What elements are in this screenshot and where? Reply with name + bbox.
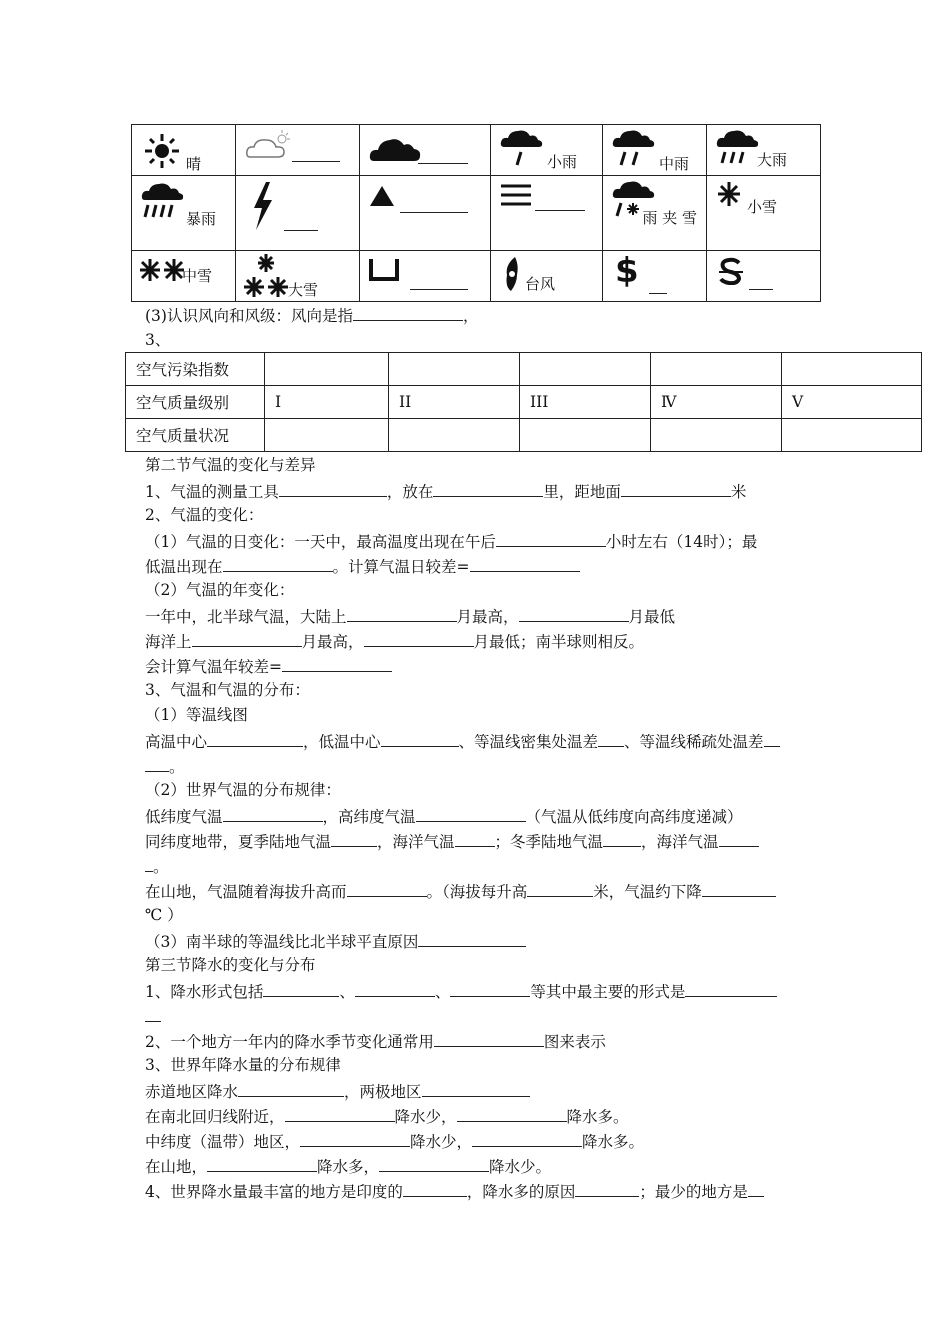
table-row bbox=[126, 419, 922, 452]
rainstorm-icon bbox=[140, 180, 188, 224]
question-text: 2、一个地方一年内的降水季节变化通常用 bbox=[145, 1033, 434, 1051]
question-text: 在山地，气温随着海拔升高而 bbox=[145, 883, 347, 901]
question-text: 高温中心 bbox=[145, 733, 208, 751]
weather-label: 暴雨 bbox=[186, 210, 217, 228]
question-text: ，放在 bbox=[386, 483, 434, 501]
question-text: 海洋上 bbox=[145, 633, 192, 651]
hail-icon bbox=[368, 182, 398, 208]
answer-blank[interactable] bbox=[353, 304, 463, 321]
answer-blank[interactable] bbox=[575, 1180, 639, 1197]
answer-blank[interactable] bbox=[347, 880, 427, 897]
answer-blank[interactable] bbox=[192, 630, 302, 647]
weather-cell bbox=[491, 125, 603, 176]
question-text: 降水多。 bbox=[566, 1108, 629, 1126]
wind-direction-line: (3)认识风向和风级：风向是指 ， bbox=[145, 304, 478, 326]
weather-label: 雨 夹 雪 bbox=[642, 209, 697, 227]
question-text: 。 bbox=[169, 758, 185, 776]
question-line bbox=[145, 980, 777, 1002]
answer-blank[interactable] bbox=[450, 980, 530, 997]
question-text: 会计算气温年较差= bbox=[145, 658, 282, 676]
answer-blank[interactable] bbox=[433, 480, 543, 497]
answer-blank[interactable] bbox=[719, 830, 759, 847]
thunder-icon bbox=[248, 180, 278, 232]
weather-cell bbox=[236, 251, 360, 302]
table-row bbox=[126, 353, 922, 386]
question-text: ，海洋气温 bbox=[377, 833, 455, 851]
question-text: 月最低；南半球则相反。 bbox=[473, 633, 645, 651]
row-header: 空气质量级别 bbox=[126, 386, 265, 419]
answer-blank[interactable] bbox=[223, 555, 333, 572]
answer-blank[interactable] bbox=[434, 1030, 544, 1047]
question-line bbox=[145, 630, 644, 652]
question-line bbox=[145, 655, 392, 677]
question-line bbox=[145, 605, 675, 627]
table-cell[interactable] bbox=[520, 419, 651, 452]
weather-cell bbox=[360, 176, 491, 251]
question-text: ；最少的地方是 bbox=[639, 1183, 748, 1201]
question-text: 月最低 bbox=[628, 608, 676, 626]
answer-blank[interactable] bbox=[364, 630, 474, 647]
question-text: 降水少， bbox=[394, 1108, 457, 1126]
question-text: 在山地， bbox=[145, 1158, 208, 1176]
section-title: 第二节气温的变化与差异 bbox=[145, 456, 316, 474]
weather-cell bbox=[603, 251, 707, 302]
moderate-snow-icon bbox=[138, 257, 188, 285]
question-line bbox=[145, 805, 743, 827]
weather-label: 中雨 bbox=[659, 155, 690, 173]
answer-blank[interactable] bbox=[422, 1080, 530, 1097]
answer-blank[interactable] bbox=[263, 980, 339, 997]
answer-blank[interactable] bbox=[410, 275, 468, 290]
answer-blank[interactable] bbox=[598, 730, 624, 747]
question-text: 月最高， bbox=[456, 608, 519, 626]
question-text: (3)认识风向和风级：风向是指 bbox=[145, 307, 353, 325]
row-header: 空气质量状况 bbox=[126, 419, 265, 452]
weather-row bbox=[132, 176, 821, 251]
answer-blank[interactable] bbox=[355, 980, 435, 997]
question-text: ，低温中心 bbox=[303, 733, 381, 751]
answer-blank[interactable] bbox=[702, 880, 776, 897]
question-text: 1、气温的测量工具 bbox=[145, 483, 279, 501]
answer-blank[interactable] bbox=[603, 830, 641, 847]
question-text: （3）南半球的等温线比北半球平直原因 bbox=[145, 933, 419, 951]
answer-blank[interactable] bbox=[527, 880, 593, 897]
question-line bbox=[145, 1005, 161, 1027]
question-line: 3、气温和气温的分布： bbox=[145, 681, 310, 699]
question-text: ；冬季陆地气温 bbox=[494, 833, 604, 851]
question-line bbox=[145, 1080, 530, 1102]
weather-cell bbox=[360, 125, 491, 176]
question-text: 低纬度气温 bbox=[145, 808, 223, 826]
answer-blank[interactable] bbox=[207, 730, 303, 747]
question-line: （2）气温的年变化： bbox=[145, 581, 295, 599]
question-text: 。 bbox=[153, 858, 169, 876]
table-cell: I bbox=[265, 386, 389, 419]
answer-blank[interactable] bbox=[519, 605, 629, 622]
question-text: 1、降水形式包括 bbox=[145, 983, 264, 1001]
weather-label: 小雪 bbox=[747, 198, 778, 216]
weather-cell bbox=[236, 176, 360, 251]
table-cell[interactable] bbox=[651, 419, 782, 452]
answer-blank[interactable] bbox=[455, 830, 495, 847]
question-text: 同纬度地带，夏季陆地气温 bbox=[145, 833, 332, 851]
row-header: 空气污染指数 bbox=[126, 353, 265, 386]
answer-blank[interactable] bbox=[649, 279, 667, 294]
weather-cell bbox=[236, 125, 360, 176]
question-text: 小时左右（14时）；最 bbox=[605, 533, 758, 551]
question-text: 在南北回归线附近， bbox=[145, 1108, 285, 1126]
answer-blank[interactable] bbox=[279, 480, 387, 497]
question-line bbox=[145, 1155, 551, 1177]
question-line bbox=[145, 1180, 764, 1202]
question-text: 降水多， bbox=[317, 1158, 380, 1176]
answer-blank[interactable] bbox=[207, 1155, 317, 1172]
question-text: 月最高， bbox=[301, 633, 364, 651]
answer-blank[interactable] bbox=[300, 1130, 410, 1147]
question-text: 、等温线稀疏处温差 bbox=[624, 733, 764, 751]
table-cell: Ⅳ bbox=[651, 386, 782, 419]
weather-label: 大雪 bbox=[288, 281, 319, 299]
dust-icon bbox=[368, 257, 402, 283]
question-text: 里，距地面 bbox=[543, 483, 621, 501]
question-line bbox=[145, 830, 759, 852]
sun-icon bbox=[142, 133, 182, 169]
question-text: 、等温线密集处温差 bbox=[458, 733, 599, 751]
answer-blank[interactable] bbox=[749, 275, 773, 290]
weather-label: 晴 bbox=[186, 155, 202, 173]
weather-cell bbox=[491, 176, 603, 251]
question-text: ，两极地区 bbox=[344, 1083, 422, 1101]
typhoon-icon bbox=[501, 255, 523, 293]
question-text: 低温出现在 bbox=[145, 558, 223, 576]
weather-cell bbox=[707, 176, 821, 251]
question-line bbox=[145, 855, 169, 877]
weather-cell bbox=[603, 176, 707, 251]
weather-cell bbox=[491, 251, 603, 302]
answer-blank[interactable] bbox=[457, 1105, 567, 1122]
answer-blank[interactable] bbox=[472, 1130, 582, 1147]
section-title: 第三节降水的变化与分布 bbox=[145, 956, 316, 974]
question-line bbox=[145, 1105, 629, 1127]
weather-row bbox=[132, 125, 821, 176]
answer-blank[interactable] bbox=[416, 805, 526, 822]
weather-cell bbox=[132, 125, 236, 176]
answer-blank[interactable] bbox=[418, 930, 526, 947]
sandstorm-icon: $ bbox=[615, 251, 639, 291]
table-cell: III bbox=[520, 386, 651, 419]
light-rain-icon bbox=[499, 127, 543, 169]
section-number: 3、 bbox=[145, 331, 171, 349]
table-row bbox=[126, 386, 922, 419]
table-cell[interactable] bbox=[389, 419, 520, 452]
question-line: ℃ ） bbox=[145, 906, 183, 924]
answer-blank[interactable] bbox=[381, 730, 459, 747]
answer-blank[interactable] bbox=[685, 980, 777, 997]
answer-blank[interactable] bbox=[223, 805, 323, 822]
moderate-rain-icon bbox=[611, 127, 655, 169]
answer-blank[interactable] bbox=[292, 147, 340, 162]
question-line bbox=[145, 555, 580, 577]
fog-icon bbox=[499, 182, 535, 208]
answer-blank[interactable] bbox=[621, 480, 731, 497]
question-text: 、 bbox=[339, 983, 355, 1001]
question-line bbox=[145, 480, 746, 502]
table-cell[interactable] bbox=[651, 353, 782, 386]
answer-blank[interactable] bbox=[748, 1180, 764, 1197]
question-text: （气温从低纬度向高纬度递减） bbox=[525, 808, 743, 826]
table-cell: V bbox=[782, 386, 922, 419]
answer-blank[interactable] bbox=[764, 730, 780, 747]
table-cell[interactable] bbox=[782, 353, 922, 386]
answer-blank[interactable] bbox=[238, 1080, 344, 1097]
question-line: 2、气温的变化： bbox=[145, 506, 264, 524]
weather-cell bbox=[707, 125, 821, 176]
floating-dust-icon bbox=[717, 257, 747, 285]
table-cell: II bbox=[389, 386, 520, 419]
question-line bbox=[145, 530, 757, 552]
question-line bbox=[145, 1030, 606, 1052]
question-text: （1）气温的日变化：一天中，最高温度出现在午后 bbox=[145, 533, 496, 551]
question-line bbox=[145, 930, 526, 952]
air-quality-table bbox=[125, 352, 922, 452]
question-text: 降水少， bbox=[410, 1133, 473, 1151]
table-cell[interactable] bbox=[265, 353, 389, 386]
question-text: 赤道地区降水 bbox=[145, 1083, 239, 1101]
question-text: ，海洋气温 bbox=[641, 833, 719, 851]
answer-blank[interactable] bbox=[285, 1105, 395, 1122]
table-cell[interactable] bbox=[520, 353, 651, 386]
question-line bbox=[145, 730, 780, 752]
question-line bbox=[145, 1130, 644, 1152]
question-text: 米 bbox=[730, 483, 747, 501]
weather-label: 小雨 bbox=[547, 153, 578, 171]
answer-blank[interactable] bbox=[145, 1005, 161, 1022]
answer-blank[interactable] bbox=[347, 605, 457, 622]
question-text: 降水少。 bbox=[489, 1158, 552, 1176]
answer-blank[interactable] bbox=[145, 855, 153, 872]
question-text: 降水多。 bbox=[582, 1133, 645, 1151]
question-text: 中纬度（温带）地区， bbox=[145, 1133, 301, 1151]
question-text: ，高纬度气温 bbox=[322, 808, 416, 826]
weather-row bbox=[132, 251, 821, 302]
heavy-rain-icon bbox=[715, 127, 759, 169]
question-text: 等其中最主要的形式是 bbox=[530, 983, 686, 1001]
answer-blank[interactable] bbox=[284, 216, 318, 231]
answer-blank[interactable] bbox=[535, 196, 585, 211]
partly-cloudy-icon bbox=[244, 129, 296, 163]
weather-cell bbox=[132, 251, 236, 302]
weather-label: 大雨 bbox=[757, 151, 788, 169]
weather-label: 中雪 bbox=[182, 267, 213, 285]
overcast-icon bbox=[368, 131, 422, 165]
table-cell[interactable] bbox=[389, 353, 520, 386]
question-text: 、 bbox=[434, 983, 451, 1001]
answer-blank[interactable] bbox=[418, 149, 468, 164]
weather-cell bbox=[603, 125, 707, 176]
table-cell[interactable] bbox=[265, 419, 389, 452]
weather-cell bbox=[707, 251, 821, 302]
answer-blank[interactable] bbox=[403, 1180, 467, 1197]
answer-blank[interactable] bbox=[145, 755, 169, 772]
weather-symbol-table bbox=[131, 124, 821, 302]
question-line: （1）等温线图 bbox=[145, 706, 248, 724]
heavy-snow-icon bbox=[242, 253, 292, 299]
question-line bbox=[145, 880, 776, 902]
question-text: 。计算气温日较差= bbox=[332, 558, 470, 576]
question-text: ，降水多的原因 bbox=[466, 1183, 576, 1201]
answer-blank[interactable] bbox=[496, 530, 606, 547]
question-line: （2）世界气温的分布规律： bbox=[145, 781, 341, 799]
light-snow-icon bbox=[715, 180, 745, 208]
table-cell[interactable] bbox=[782, 419, 922, 452]
weather-cell bbox=[360, 251, 491, 302]
question-text: 图来表示 bbox=[543, 1033, 606, 1051]
answer-blank[interactable] bbox=[331, 830, 377, 847]
weather-cell bbox=[132, 176, 236, 251]
question-line: 3、世界年降水量的分布规律 bbox=[145, 1056, 341, 1074]
question-text: 4、世界降水量最丰富的地方是印度的 bbox=[145, 1183, 403, 1201]
answer-blank[interactable] bbox=[400, 198, 468, 213]
weather-label: 台风 bbox=[525, 275, 556, 293]
answer-blank[interactable] bbox=[282, 655, 392, 672]
answer-blank[interactable] bbox=[470, 555, 580, 572]
question-text: 。（海拔每升高 bbox=[426, 883, 528, 901]
question-text: 一年中，北半球气温，大陆上 bbox=[145, 608, 347, 626]
answer-blank[interactable] bbox=[379, 1155, 489, 1172]
question-text: 米，气温约下降 bbox=[593, 883, 702, 901]
question-line bbox=[145, 755, 185, 777]
